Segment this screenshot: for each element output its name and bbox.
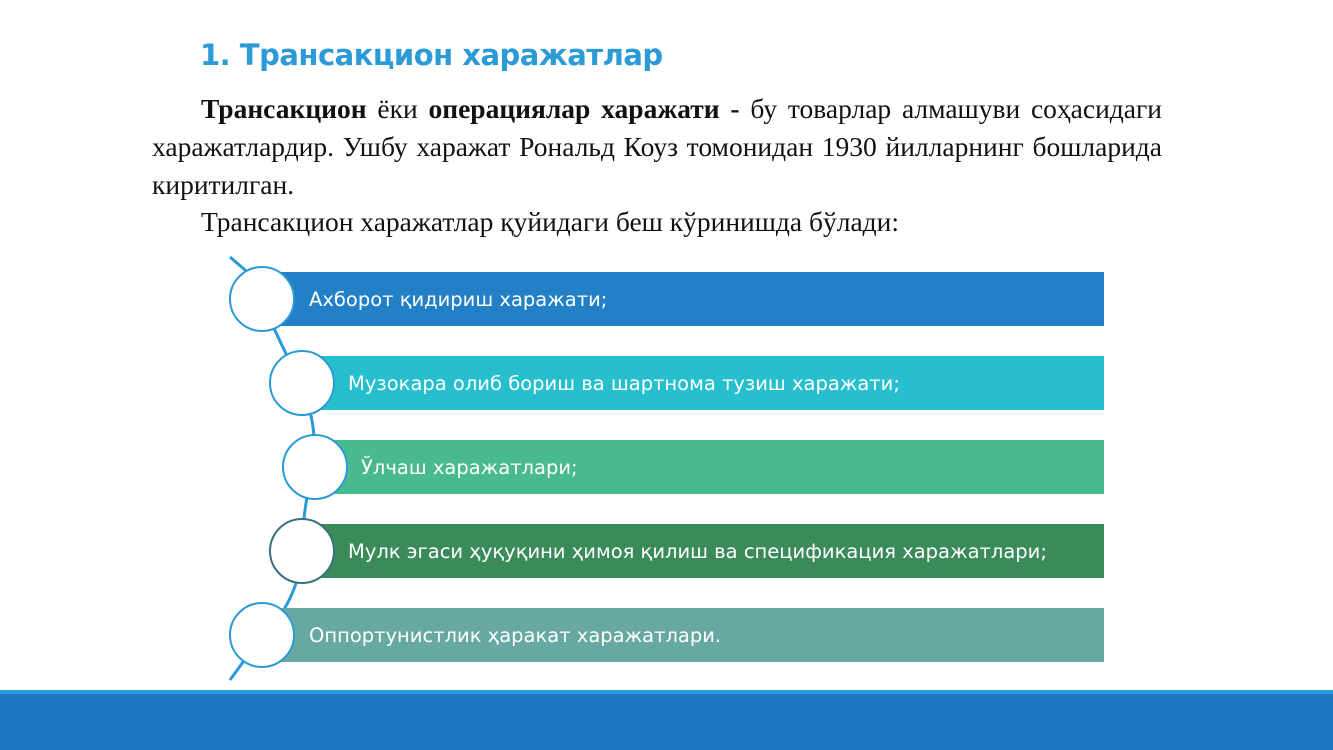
list-bullet-circle	[269, 350, 335, 416]
list-item-label: Оппортунистлик ҳаракат харажатлари.	[309, 623, 722, 647]
list-item-label: Мулк эгаси ҳуқуқини ҳимоя қилиш ва спецификация харажатлари;	[348, 539, 1047, 563]
footer-band	[0, 694, 1333, 750]
list-item-negotiation	[303, 356, 1104, 410]
list-bullet-circle	[229, 266, 295, 332]
list-item-label: Ўлчаш харажатлари;	[361, 455, 578, 479]
list-item-measurement	[316, 440, 1104, 494]
connector-text: ёки	[366, 93, 429, 124]
list-item-opportunism	[264, 608, 1104, 662]
term-operations-cost: операциялар харажати -	[428, 93, 740, 124]
intro-paragraph: Трансакцион харажатлар қуйидаги беш кўринишда бўлади:	[201, 206, 900, 237]
slide-title: 1. Трансакцион харажатлар	[200, 38, 663, 72]
list-item-information-search	[264, 272, 1104, 326]
definition-text: бу товарлар алмашуви соҳасидаги харажатлардир. Ушбу харажат Рональд Коуз томонидан 1930 йилларнинг бошларида киритилган.	[152, 93, 1162, 200]
list-bullet-circle	[229, 602, 295, 668]
list-item-property-rights	[303, 524, 1104, 578]
list-item-label: Ахборот қидириш харажати;	[309, 287, 608, 311]
list-item-label: Музокара олиб бориш ва шартнома тузиш харажати;	[348, 371, 900, 395]
term-transaction: Трансакцион	[201, 93, 367, 124]
list-bullet-circle	[269, 518, 335, 584]
list-bullet-circle	[282, 434, 348, 500]
